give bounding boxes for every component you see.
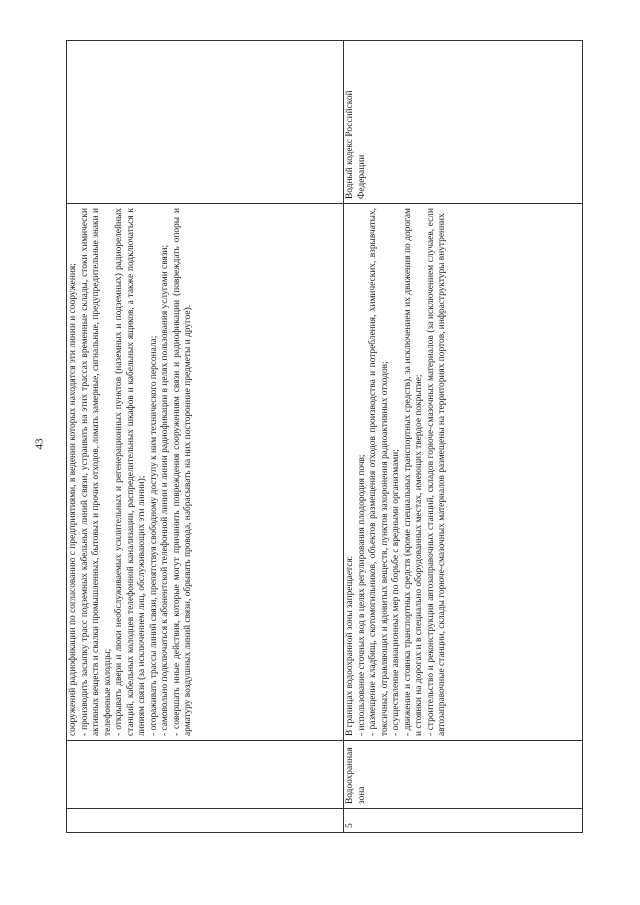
restriction-line: - движение и стоянка транспортных средств (кроме специальных транспортных средств), за исключением их движения по дорогам и стоянки на дорогах и в специально оборудованных местах, имеющих твердое покрытие; [402,208,424,736]
table-row [67,41,344,833]
restrictions-table [66,40,583,833]
table-row [344,41,583,833]
restriction-line: - самовольно подключаться к абонентской телефонной линии и линии радиофикации в целях пользования услугами связи; [160,244,170,736]
restriction-line: - открывать двери и люки необслуживаемых усилительных и регенерационных пунктов (наземных и подземных) радиорелейных станций, кабельных колодцев телефонной канализации, распределительных шкафов и кабельных ящиков, а также подключаться к линиям связи (за исключением лиц, обслуживающих эти линии); [114,208,147,736]
rotated-table-sheet [66,40,579,833]
restriction-line: - производить засыпку трасс подземных кабельных линий связи, устраивать на этих трассах временные склады, стоки химически активных веществ и свалки промышленных, бытовых и прочих отходов, ломать замерные, сигнальные, предупредительные знаки и телефонные колодцы; [79,208,113,736]
restriction-line: - размещение кладбищ, скотомогильников, объектов размещения отходов производства и потребления, химических, взрывчатых, токсичных, отравляющих и ядовитых веществ, пунктов захоронения радиоактивных отходов; [368,208,390,736]
row-number-cell: 5 [344,809,583,833]
restrictions-cell [344,204,583,741]
restriction-line: - использование сточных вод в целях регулирования плодородия почв; [356,454,367,736]
restrictions-cell [67,204,344,741]
restriction-line: - строительство и реконструкция автозаправочных станций, складов горюче-смазочных материалов (за исключением случаев, если автозаправочные станции, склады горюче-смазочных материалов размещены на территориях портов, инфраструктуры внутренних [425,208,447,736]
restriction-line: - осуществление авиационных мер по борьбе с вредными организмами; [391,449,401,736]
page-number: 43 [33,438,46,450]
law-reference-cell: Водный кодекс Российской Федерации [344,41,583,204]
restriction-line: - огораживать трассы линий связи, препятствуя свободному доступу к ним технического персонала; [148,335,159,736]
zone-name-cell: Водоохранная зона [344,741,583,809]
restriction-line: В границах водоохранной зоны запрещается: [345,555,355,736]
law-reference-cell [67,41,344,204]
restriction-line: - совершать иные действия, которые могут причинить повреждения сооружениям связи и радиофикации (повреждать опоры и арматуру воздушных линий связи, обрывать провода, набрасывать на них посторонние предметы и другое). [171,208,193,736]
row-number-cell [67,809,344,833]
restriction-line: сооружений радиофикации по согласованию с предприятиями, в ведении которых находятся эти линии и сооружения; [68,263,78,736]
zone-name-cell [67,741,344,809]
